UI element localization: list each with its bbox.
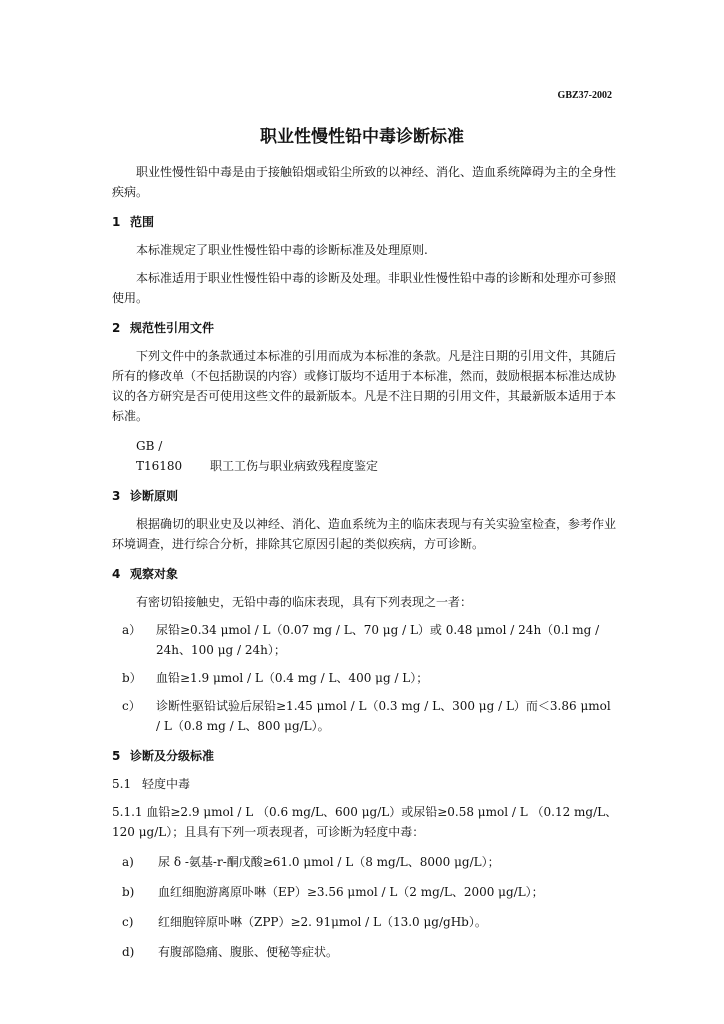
item-text: 有腹部隐痛、腹胀、便秘等症状。	[158, 945, 339, 959]
reference-title: 职工工伤与职业病致残程度鉴定	[210, 459, 379, 473]
item-text: 血铅≥1.9 μmol / L（0.4 mg / L、400 μg / L）；	[156, 671, 429, 685]
item-text: 尿铅≥0.34 μmol / L（0.07 mg / L、70 μg / L）或 0.48 μmol / 24h（0.l mg / 24h、100 μg / 24h）；	[156, 623, 600, 657]
subsection-text: 血铅≥2.9 μmol / L （0.6 mg/L、600 μg/L）或尿铅≥0.58 μmol / L （0.12 mg/L、120 μg/L）；且具有下列一项表现者，可诊断为轻度中毒：	[112, 805, 618, 839]
reference-code: GB / T16180	[136, 439, 183, 473]
section-title: 规范性引用文件	[130, 321, 215, 335]
list-item	[112, 668, 618, 688]
section-3-paragraph: 根据确切的职业史及以神经、消化、造血系统为主的临床表现与有关实验室检查，参考作业环境调查，进行综合分析，排除其它原因引起的类似疾病，方可诊断。	[112, 517, 617, 551]
section-2-paragraph: 下列文件中的条款通过本标准的引用而成为本标准的条款。凡是注日期的引用文件，其随后所有的修改单（不包括勘误的内容）或修订版均不适用于本标准，然而，鼓励根据本标准达成协议的各方研究是否可使用这些文件的最新版本。凡是不注日期的引用文件，其最新版本适用于本标准。	[112, 349, 617, 423]
section-title: 诊断及分级标准	[130, 749, 215, 763]
item-label: b）	[122, 671, 142, 685]
section-number: 3	[112, 489, 121, 503]
item-text: 诊断性驱铅试验后尿铅≥1.45 μmol / L（0.3 mg / L、300 μg / L）而＜3.86 μmol / L（0.8 mg / L、800 μg/L）。	[156, 699, 611, 733]
item-label: c）	[122, 699, 141, 713]
page-title: 职业性慢性铅中毒诊断标准	[260, 127, 464, 147]
section-title: 范围	[130, 215, 155, 229]
subsection-number: 5.1.1	[112, 805, 143, 819]
intro-paragraph: 职业性慢性铅中毒是由于接触铅烟或铅尘所致的以神经、消化、造血系统障碍为主的全身性疾病。	[112, 165, 617, 199]
section-3-heading	[112, 486, 618, 506]
document-body	[112, 162, 618, 972]
section-4-heading	[112, 564, 618, 584]
list-item	[112, 620, 618, 660]
section-1-paragraph-1: 本标准规定了职业性慢性铅中毒的诊断标准及处理原则.	[136, 243, 428, 257]
section-title: 观察对象	[130, 567, 179, 581]
section-number: 4	[112, 567, 121, 581]
subsection-number: 5.1	[112, 777, 132, 791]
section-number: 2	[112, 321, 121, 335]
list-item	[112, 696, 618, 736]
subsection-title: 轻度中毒	[142, 777, 191, 791]
item-label: d)	[122, 945, 135, 959]
section-1-heading	[112, 212, 618, 232]
standard-code: GBZ37-2002	[557, 90, 612, 101]
section-5-heading	[112, 746, 618, 766]
item-label: a)	[122, 855, 134, 869]
section-number: 1	[112, 215, 121, 229]
section-title: 诊断原则	[130, 489, 179, 503]
section-number: 5	[112, 749, 121, 763]
section-1-paragraph-2: 本标准适用于职业性慢性铅中毒的诊断及处理。非职业性慢性铅中毒的诊断和处理亦可参照使用。	[112, 271, 617, 305]
list-item	[112, 942, 618, 962]
item-label: a）	[122, 623, 142, 637]
subsection-5-1	[112, 774, 618, 794]
item-text: 尿 δ -氨基-r-酮戊酸≥61.0 μmol / L（8 mg/L、8000 μg/L）；	[158, 855, 500, 869]
list-item	[112, 912, 618, 932]
item-text: 红细胞锌原卟啉（ZPP）≥2. 91μmol / L（13.0 μg/gHb）。	[158, 915, 487, 929]
section-2-heading	[112, 318, 618, 338]
item-label: c)	[122, 915, 134, 929]
item-text: 血红细胞游离原卟啉（EP）≥3.56 μmol / L（2 mg/L、2000 μg/L）；	[158, 885, 544, 899]
section-4-paragraph: 有密切铅接触史，无铅中毒的临床表现，具有下列表现之一者：	[136, 595, 473, 609]
list-item	[112, 852, 618, 872]
item-label: b)	[122, 885, 135, 899]
reference-entry	[112, 436, 618, 476]
subsection-5-1-1	[112, 802, 618, 842]
list-item	[112, 882, 618, 902]
